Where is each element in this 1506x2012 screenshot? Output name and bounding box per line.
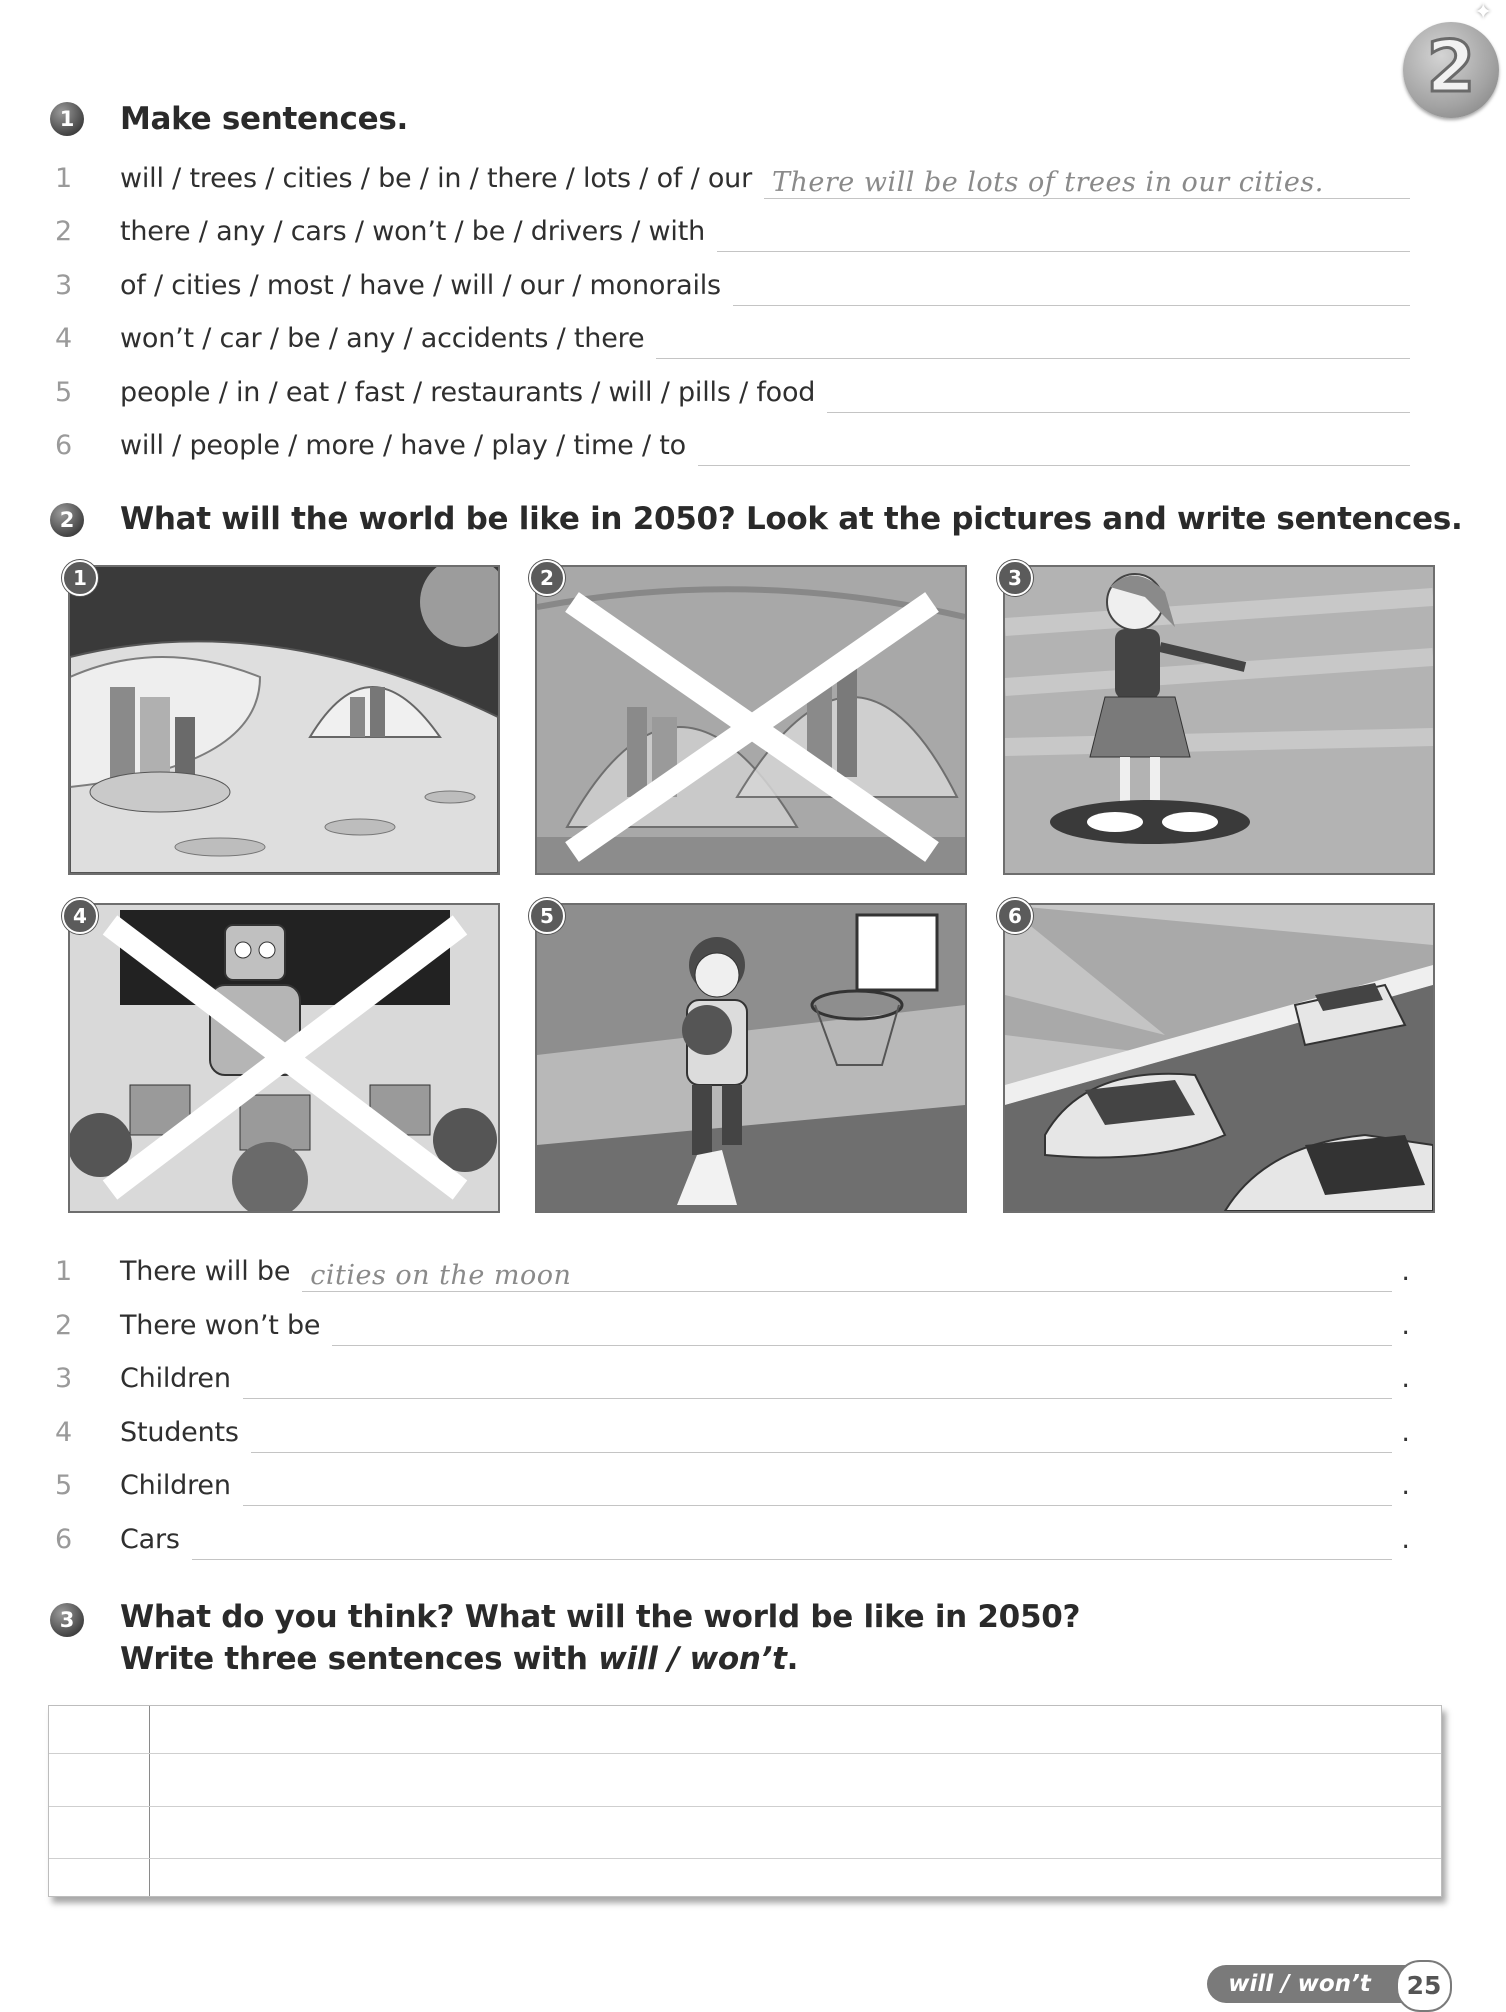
exercise-2-item	[55, 1248, 1410, 1292]
picture-number: 6	[997, 898, 1033, 934]
unit-number: 2	[1426, 26, 1476, 108]
item-number: 3	[55, 270, 73, 301]
exercise-1-title: Make sentences.	[120, 101, 408, 137]
exercise-2-item	[55, 1355, 1410, 1399]
unit-badge	[1403, 22, 1499, 118]
item-prompt: will / people / more / have / play / time / to	[120, 430, 686, 461]
full-stop: .	[1401, 1363, 1410, 1394]
answer-line[interactable]	[302, 1255, 1392, 1292]
item-number: 5	[55, 377, 73, 408]
item-prompt: Children	[120, 1470, 231, 1501]
picture-number: 1	[62, 560, 98, 596]
full-stop: .	[1401, 1417, 1410, 1448]
full-stop: .	[1401, 1470, 1410, 1501]
picture-number: 4	[62, 898, 98, 934]
picture-jetpack-basketball	[535, 903, 967, 1213]
exercise-2-item	[55, 1302, 1410, 1346]
answer-line[interactable]	[243, 1469, 1392, 1506]
item-number: 4	[55, 323, 73, 354]
item-prompt: Cars	[120, 1524, 180, 1555]
answer-line[interactable]	[251, 1416, 1392, 1453]
item-number: 5	[55, 1470, 73, 1501]
item-number: 4	[55, 1417, 73, 1448]
picture-solar-cars	[1003, 903, 1435, 1213]
title-suffix: .	[786, 1641, 799, 1677]
exercise-2-item	[55, 1462, 1410, 1506]
picture-moon-cities	[68, 565, 500, 875]
exercise-1-item	[55, 315, 1410, 359]
answer-line[interactable]	[764, 162, 1410, 199]
item-prompt: There will be	[120, 1256, 291, 1287]
picture-hoverboard-girl	[1003, 565, 1435, 875]
answer-line[interactable]	[656, 322, 1410, 359]
exercise-1-item	[55, 422, 1410, 466]
answer-line[interactable]	[192, 1523, 1392, 1560]
item-prompt: of / cities / most / have / will / our / monorails	[120, 270, 721, 301]
item-number: 1	[55, 163, 73, 194]
exercise-3-title-line1: What do you think? What will the world be like in 2050?	[120, 1599, 1081, 1635]
item-number: 3	[55, 1363, 73, 1394]
picture-number: 5	[529, 898, 565, 934]
title-prefix: Write three sentences with	[120, 1641, 599, 1677]
item-number: 6	[55, 1524, 73, 1555]
grammar-tag: will / won’t	[1207, 1965, 1412, 2003]
full-stop: .	[1401, 1524, 1410, 1555]
page-number: 25	[1396, 1960, 1452, 2012]
exercise-1-item	[55, 262, 1410, 306]
sparkle-icon: ✦	[1474, 0, 1493, 25]
picture-number: 2	[529, 560, 565, 596]
item-number: 2	[55, 1310, 73, 1341]
handwritten-answer: There will be lots of trees in our cities.	[772, 167, 1324, 198]
item-number: 2	[55, 216, 73, 247]
answer-line[interactable]	[698, 429, 1410, 466]
handwritten-answer: cities on the moon	[310, 1260, 572, 1291]
exercise-1-item	[55, 155, 1410, 199]
exercise-3-number: 3	[50, 1603, 84, 1637]
item-prompt: won’t / car / be / any / accidents / there	[120, 323, 645, 354]
answer-line[interactable]	[717, 215, 1410, 252]
answer-line[interactable]	[827, 376, 1410, 413]
picture-robot-teacher-crossed	[68, 903, 500, 1213]
item-prompt: people / in / eat / fast / restaurants / will / pills / food	[120, 377, 816, 408]
exercise-2-number: 2	[50, 503, 84, 537]
picture-number: 3	[997, 560, 1033, 596]
full-stop: .	[1401, 1256, 1410, 1287]
item-prompt: There won’t be	[120, 1310, 321, 1341]
item-prompt: Students	[120, 1417, 239, 1448]
writing-area[interactable]	[48, 1705, 1442, 1897]
exercise-3-title-line2	[120, 1638, 798, 1680]
exercise-2-item	[55, 1516, 1410, 1560]
exercise-2-item	[55, 1409, 1410, 1453]
ruled-line	[49, 1858, 1441, 1859]
item-prompt: there / any / cars / won’t / be / drivers / with	[120, 216, 706, 247]
item-number: 6	[55, 430, 73, 461]
exercise-1-item	[55, 369, 1410, 413]
exercise-1-number: 1	[50, 102, 84, 136]
item-prompt: Children	[120, 1363, 231, 1394]
item-prompt: will / trees / cities / be / in / there / lots / of / our	[120, 163, 752, 194]
exercise-2-title: What will the world be like in 2050? Look at the pictures and write sentences.	[120, 501, 1463, 537]
title-emphasis: will / won’t	[598, 1641, 787, 1677]
answer-line[interactable]	[332, 1309, 1392, 1346]
margin-line	[149, 1706, 150, 1896]
item-number: 1	[55, 1256, 73, 1287]
picture-underwater-cities-crossed	[535, 565, 967, 875]
exercise-1-item	[55, 208, 1410, 252]
answer-line[interactable]	[243, 1362, 1392, 1399]
ruled-line	[49, 1753, 1441, 1754]
full-stop: .	[1401, 1310, 1410, 1341]
ruled-line	[49, 1806, 1441, 1807]
answer-line[interactable]	[733, 269, 1410, 306]
